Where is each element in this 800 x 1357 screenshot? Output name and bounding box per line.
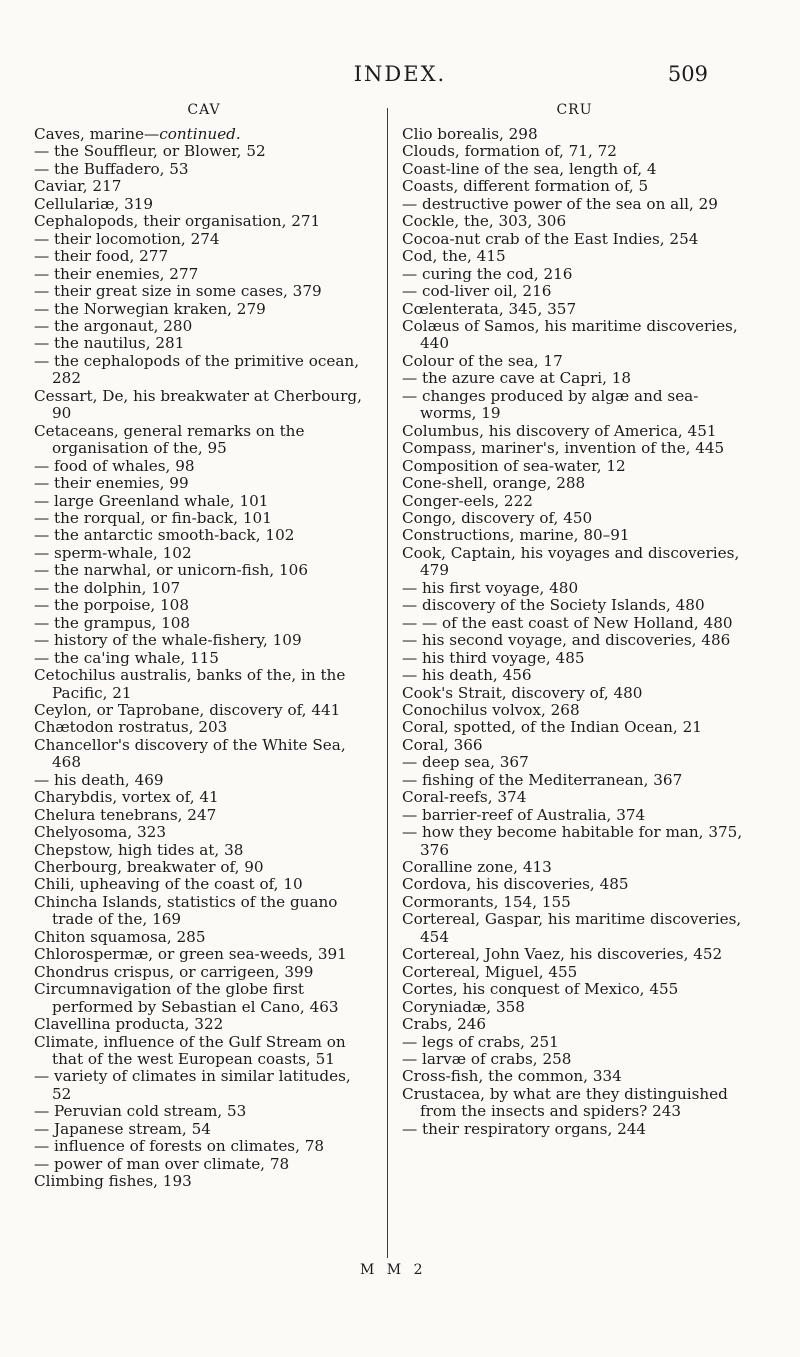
index-entry: — the Souffleur, or Blower, 52 [34,142,266,161]
index-entry: Cellulariæ, 319 [34,194,154,213]
index-entry: — the antarctic smooth-back, 102 [34,526,295,545]
index-entry: — his third voyage, 485 [402,648,585,667]
index-entry: — deep sea, 367 [402,753,529,772]
index-entry: Cocoa-nut crab of the East Indies, 254 [402,229,699,248]
left-column-guide: CAV [187,102,221,118]
left-entry-list [34,126,374,1191]
column-divider [387,108,388,1258]
index-entry: — the azure cave at Capri, 18 [402,369,632,388]
index-entry: Colæus of Samos, his maritime discoveries, 440 [402,316,738,353]
index-entry: — the Norwegian kraken, 279 [34,299,266,318]
index-entry: Cook's Strait, discovery of, 480 [402,683,643,702]
index-entry: Clouds, formation of, 71, 72 [402,142,617,161]
index-entry: Clavellina producta, 322 [34,1015,224,1034]
index-entry: Cephalopods, their organisation, 271 [34,212,321,231]
page-header [0,62,800,90]
index-entry: Constructions, marine, 80–91 [402,526,630,545]
index-entry: Chelyosoma, 323 [34,823,167,842]
right-entry-list [402,126,747,1138]
index-entry: Cone-shell, orange, 288 [402,474,586,493]
index-entry: Cherbourg, breakwater of, 90 [34,858,264,877]
index-entry: — the ca'ing whale, 115 [34,648,219,667]
index-entry: — the grampus, 108 [34,613,191,632]
index-entry: Climbing fishes, 193 [34,1172,192,1191]
index-entry: — their locomotion, 274 [34,229,220,248]
index-entry: — discovery of the Society Islands, 480 [402,596,705,615]
index-entry: — sperm-whale, 102 [34,543,192,562]
index-entry: Cordova, his discoveries, 485 [402,875,629,894]
index-entry: Cross-fish, the common, 334 [402,1067,622,1086]
index-entry: — Peruvian cold stream, 53 [34,1102,247,1121]
index-entry: Clio borealis, 298 [402,125,538,143]
index-entry: Coralline zone, 413 [402,858,552,877]
index-entry: — their great size in some cases, 379 [34,282,322,301]
index-entry: Cod, the, 415 [402,247,506,266]
index-entry: — the porpoise, 108 [34,596,189,615]
index-entry: Chætodon rostratus, 203 [34,718,228,737]
index-entry: Cook, Captain, his voyages and discoveries, 479 [402,543,740,580]
index-entry: Columbus, his discovery of America, 451 [402,421,717,440]
index-entry: — the narwhal, or unicorn-fish, 106 [34,561,308,580]
index-entry: Cetochilus australis, banks of the, in the Pacific, 21 [34,666,346,702]
index-entry: Coral-reefs, 374 [402,788,527,807]
index-entry: Cortes, his conquest of Mexico, 455 [402,980,679,999]
index-entry: — legs of crabs, 251 [402,1032,559,1051]
index-entry: Coast-line of the sea, length of, 4 [402,159,657,178]
page-title: INDEX. [353,62,447,86]
index-entry: Coasts, different formation of, 5 [402,177,649,196]
index-entry: Conochilus volvox, 268 [402,700,580,719]
right-column [402,102,747,1138]
index-entry: — the nautilus, 281 [34,334,185,353]
index-entry: Cortereal, Gaspar, his maritime discoveries, 454 [402,910,742,946]
index-entry: — barrier-reef of Australia, 374 [402,805,646,824]
index-entry: Chincha Islands, statistics of the guano trade of the, 169 [34,892,338,929]
index-entry: — his second voyage, and discoveries, 486 [402,631,731,650]
index-entry: — the cephalopods of the primitive ocean, 282 [34,351,360,388]
index-entry: Chili, upheaving of the coast of, 10 [34,875,303,894]
index-entry: Circumnavigation of the globe first performed by Sebastian el Cano, 463 [34,980,339,1016]
index-entry: Compass, mariner's, invention of the, 445 [402,439,725,458]
index-entry: Cormorants, 154, 155 [402,892,571,911]
index-entry: — food of whales, 98 [34,456,195,475]
index-entry: — his death, 469 [34,770,164,789]
index-entry: — his first voyage, 480 [402,578,579,597]
index-entry: — their enemies, 277 [34,264,199,283]
index-entry: — — of the east coast of New Holland, 480 [402,613,733,632]
index-entry: Chepstow, high tides at, 38 [34,840,244,859]
index-entry: — the argonaut, 280 [34,316,193,335]
index-entry: Coryniadæ, 358 [402,997,525,1016]
index-entry: — fishing of the Mediterranean, 367 [402,770,683,789]
index-entry: Chlorospermæ, or green sea-weeds, 391 [34,945,347,964]
index-entry: — history of the whale-fishery, 109 [34,631,302,650]
index-entry: Charybdis, vortex of, 41 [34,788,219,807]
index-entry: — curing the cod, 216 [402,264,573,283]
index-entry: Cortereal, John Vaez, his discoveries, 452 [402,945,723,964]
index-entry: Coral, 366 [402,735,483,754]
index-entry: — large Greenland whale, 101 [34,491,269,510]
index-entry: — power of man over climate, 78 [34,1154,290,1173]
index-entry: Chelura tenebrans, 247 [34,805,217,824]
index-entry: — influence of forests on climates, 78 [34,1137,325,1156]
index-entry: — their food, 277 [34,247,169,266]
left-column [34,102,374,1191]
index-entry: Colour of the sea, 17 [402,351,563,370]
index-entry: — how they become habitable for man, 375, 376 [402,823,743,859]
index-entry: Congo, discovery of, 450 [402,508,593,527]
index-entry: — destructive power of the sea on all, 29 [402,194,718,213]
index-entry: — Japanese stream, 54 [34,1119,211,1138]
index-entry: Conger-eels, 222 [402,491,533,510]
index-entry: Climate, influence of the Gulf Stream on that of the west European coasts, 51 [34,1032,346,1069]
index-entry: Crustacea, by what are they distinguished from the insects and spiders? 243 [402,1084,728,1121]
index-entry: Chondrus crispus, or carrigeen, 399 [34,962,314,981]
index-entry: Crabs, 246 [402,1015,487,1034]
index-entry: Coral, spotted, of the Indian Ocean, 21 [402,718,702,737]
signature-mark: M M 2 [360,1262,427,1278]
page-number: 509 [667,62,708,86]
index-entry: Chancellor's discovery of the White Sea, 468 [34,735,346,772]
index-entry: — changes produced by algæ and sea-worms, 19 [402,386,699,423]
right-column-guide: CRU [556,102,593,118]
index-entry: — variety of climates in similar latitudes, 52 [34,1067,351,1103]
index-entry: Chiton squamosa, 285 [34,927,206,946]
index-entry: Caves, marine—continued. [34,125,241,143]
index-entry: — the dolphin, 107 [34,578,181,597]
index-entry: Caviar, 217 [34,177,122,196]
index-entry: Cœlenterata, 345, 357 [402,299,577,318]
index-entry: — larvæ of crabs, 258 [402,1050,572,1069]
index-entry: — their enemies, 99 [34,474,189,493]
index-entry: Cessart, De, his breakwater at Cherbourg, 90 [34,386,362,423]
index-entry: — their respiratory organs, 244 [402,1119,647,1138]
index-entry: Cetaceans, general remarks on the organisation of the, 95 [34,421,305,458]
index-entry: Cortereal, Miguel, 455 [402,962,578,981]
index-entry: — cod-liver oil, 216 [402,282,552,301]
index-entry: — his death, 456 [402,666,532,685]
index-entry: Cockle, the, 303, 306 [402,212,567,231]
index-entry: — the rorqual, or fin-back, 101 [34,508,272,527]
index-entry: Ceylon, or Taprobane, discovery of, 441 [34,700,341,719]
index-entry: Composition of sea-water, 12 [402,456,626,475]
index-entry: — the Buffadero, 53 [34,159,189,178]
